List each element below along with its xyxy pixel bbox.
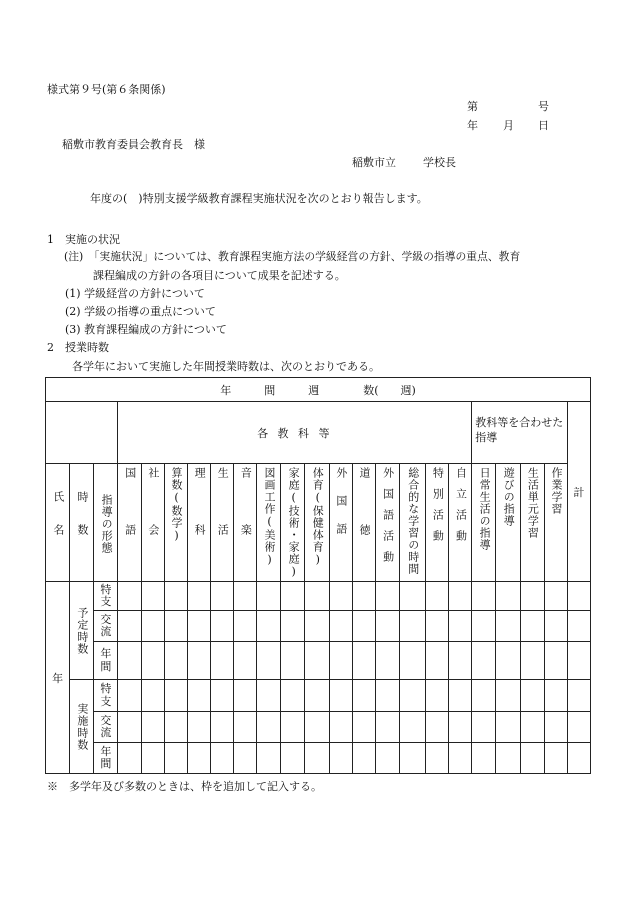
section1-item-1: (1) 学級経営の方針について — [65, 287, 205, 300]
annual-title-cell — [46, 378, 591, 402]
section1-item-3: (3) 教育課程編成の方針について — [65, 323, 227, 336]
intro-text: 年度の( )特別支援学級教育課程実施状況を次のとおり報告します。 — [90, 192, 428, 205]
subject-header-2: 算数(数学) — [164, 464, 187, 582]
total-cell — [567, 402, 590, 582]
form-number: 様式第９号(第６条関係) — [47, 83, 166, 96]
subject-header-9: 外国語 — [329, 464, 352, 582]
subject-header-1: 社会 — [141, 464, 164, 582]
grade-cell — [46, 582, 70, 774]
form-koryu-actual: 交流 — [94, 712, 118, 743]
sender-city: 稲敷市立 — [352, 156, 396, 169]
combined-heading: 教科等を合わせた指導 — [475, 416, 564, 444]
total-label: 計 — [573, 485, 585, 499]
grade-label: 年 — [52, 671, 64, 685]
hours-header: 時数 — [70, 464, 94, 582]
subject-header-10: 道徳 — [352, 464, 375, 582]
annual-title: 年 間 週 数( 週) — [220, 383, 416, 397]
form-koryu: 交流 — [94, 611, 118, 642]
section1-item-2: (2) 学級の指導の重点について — [65, 305, 216, 318]
subject-header-13: 特別活動 — [426, 464, 449, 582]
date-year: 年 — [467, 119, 478, 132]
subject-header-0: 国語 — [118, 464, 141, 582]
subject-header-3: 理科 — [187, 464, 210, 582]
subject-header-8: 体育(保健体育) — [305, 464, 329, 582]
blank-corner — [46, 402, 118, 464]
number-label-go: 号 — [538, 100, 549, 113]
subject-header-14: 自立活動 — [449, 464, 472, 582]
subject-header-11: 外国語活動 — [375, 464, 399, 582]
date-month: 月 — [503, 119, 514, 132]
planned-label: 予定時数 — [75, 606, 89, 655]
subject-header-4: 生活 — [210, 464, 233, 582]
section2-desc: 各学年において実施した年間授業時数は、次のとおりである。 — [72, 360, 380, 373]
combined-header-1: 遊びの指導 — [496, 464, 520, 582]
footnote: ※ 多学年及び多数のときは、枠を追加して記入する。 — [47, 780, 322, 793]
subject-header-12: 総合的な学習の時間 — [399, 464, 425, 582]
combined-header-3: 作業学習 — [544, 464, 567, 582]
section1-note-line1: (注) 「実施状況」については、教育課程実施方法の学級経営の方針、学級の指導の重点、教育 — [64, 250, 521, 263]
section1-note-line2: 課程編成の方針の各項目について成果を記述する。 — [93, 269, 346, 282]
form-nenkan-actual: 年間 — [94, 743, 118, 774]
subject-header-7: 家庭(技術・家庭) — [281, 464, 305, 582]
sender-title: 学校長 — [423, 156, 456, 169]
combined-header-2: 生活単元学習 — [520, 464, 544, 582]
planned-cell — [70, 582, 94, 680]
form-header: 指導の形態 — [94, 464, 118, 582]
actual-cell — [70, 680, 94, 774]
combined-header-0: 日常生活の指導 — [472, 464, 496, 582]
number-label-dai: 第 — [467, 100, 478, 113]
form-nenkan: 年間 — [94, 642, 118, 680]
hours-table — [45, 377, 591, 774]
form-tokushi: 特支 — [94, 582, 118, 611]
subjects-heading-cell — [118, 402, 472, 464]
actual-label: 実施時数 — [75, 702, 89, 751]
name-header: 氏名 — [46, 464, 70, 582]
subject-header-6: 図画工作(美術) — [257, 464, 281, 582]
combined-heading-cell — [472, 402, 568, 464]
addressee: 稲敷市教育委員会教育長 様 — [62, 138, 205, 151]
subjects-heading: 各 教 科 等 — [257, 426, 333, 440]
date-day: 日 — [538, 119, 549, 132]
form-tokushi-actual: 特支 — [94, 680, 118, 712]
subject-header-5: 音楽 — [234, 464, 257, 582]
section1-title: 1 実施の状況 — [47, 233, 120, 246]
section2-title: 2 授業時数 — [47, 341, 109, 354]
